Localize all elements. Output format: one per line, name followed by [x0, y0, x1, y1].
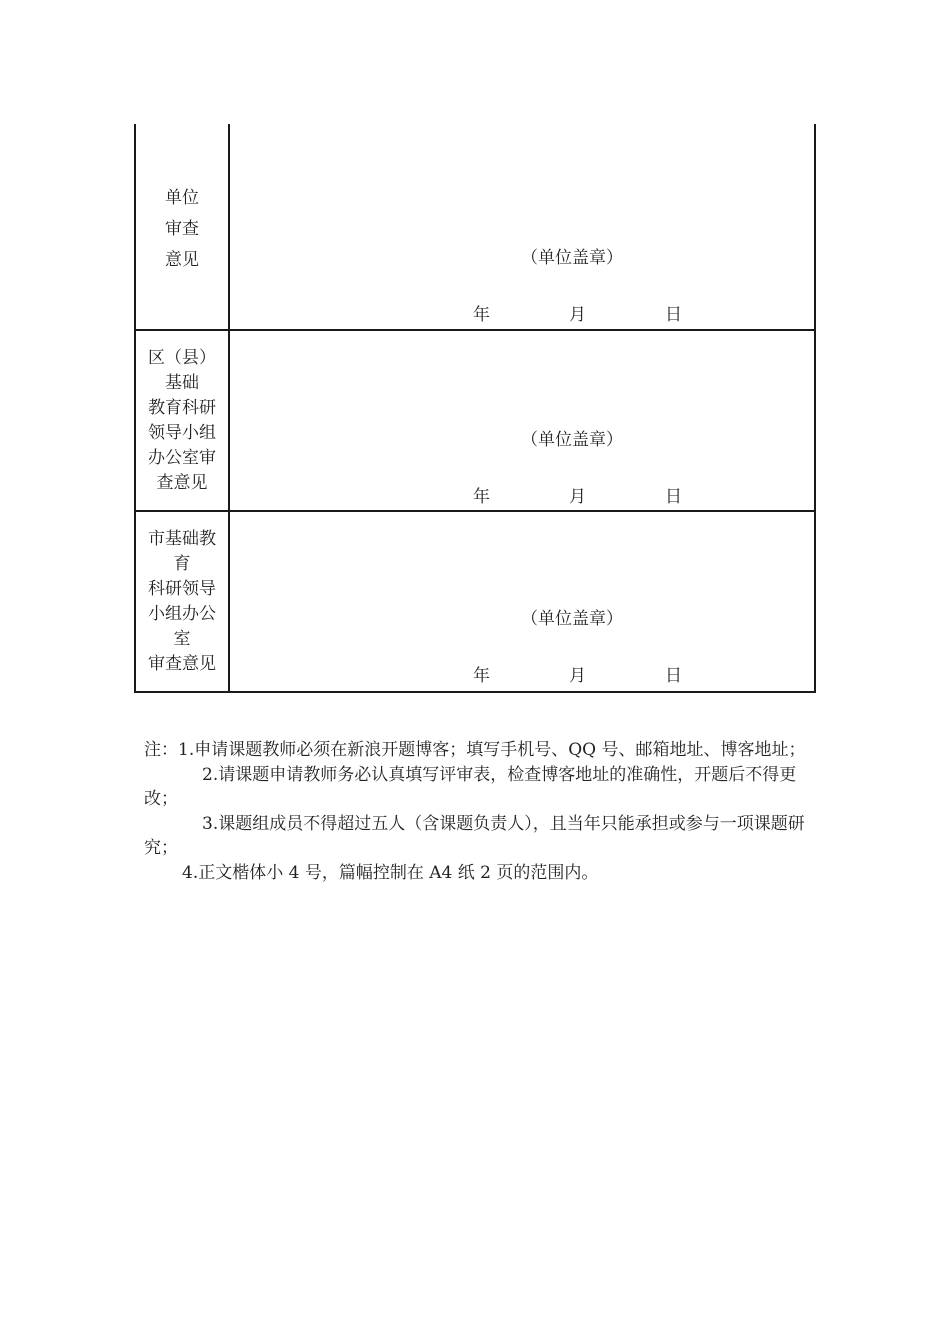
- unit-seal-placeholder: （单位盖章）: [521, 248, 623, 268]
- notes-section: [144, 738, 814, 885]
- city-review-row: [135, 511, 815, 692]
- note-3: 3.课题组成员不得超过五人（含课题负责人），且当年只能承担或参与一项课题研究；: [144, 813, 805, 858]
- label-line: 办公室审: [148, 447, 216, 468]
- label-line: 科研领导: [148, 578, 216, 599]
- city-review-label: [135, 511, 229, 692]
- year-label: 年: [473, 305, 490, 325]
- district-review-label: [135, 330, 229, 511]
- note-1: 注：1.申请课题教师必须在新浪开题博客；填写手机号、QQ 号、邮箱地址、博客地址；: [144, 740, 806, 760]
- label-line: 单位: [165, 188, 199, 208]
- label-line: 区（县）: [148, 347, 216, 368]
- district-review-row: [135, 330, 815, 511]
- unit-review-label: [135, 124, 229, 330]
- month-label: 月: [569, 666, 586, 686]
- label-line: 教育科研: [148, 397, 216, 418]
- unit-review-content[interactable]: [229, 124, 815, 330]
- year-label: 年: [473, 487, 490, 507]
- note-2: 2.请课题申请教师务必认真填写评审表，检查博客地址的准确性，开题后不得更改；: [144, 764, 797, 809]
- month-label: 月: [569, 305, 586, 325]
- review-form-table: [134, 124, 816, 693]
- label-line: 小组办公: [148, 603, 216, 624]
- label-line: 意见: [165, 250, 199, 270]
- day-label: 日: [665, 666, 682, 686]
- day-label: 日: [665, 487, 682, 507]
- label-line: 领导小组: [148, 422, 216, 443]
- day-label: 日: [665, 305, 682, 325]
- city-review-content[interactable]: [229, 511, 815, 692]
- district-review-content[interactable]: [229, 330, 815, 511]
- district-seal-placeholder: （单位盖章）: [521, 430, 623, 450]
- city-seal-placeholder: （单位盖章）: [521, 609, 623, 629]
- label-line: 审查意见: [148, 653, 216, 674]
- label-line: 育: [173, 553, 191, 574]
- unit-review-row: [135, 124, 815, 330]
- label-line: 基础: [165, 372, 199, 393]
- note-4: 4.正文楷体小 4 号，篇幅控制在 A4 纸 2 页的范围内。: [182, 862, 599, 883]
- label-line: 查意见: [156, 472, 208, 493]
- label-line: 审查: [165, 219, 199, 239]
- label-line: 市基础教: [148, 528, 216, 549]
- month-label: 月: [569, 487, 586, 507]
- label-line: 室: [173, 628, 191, 649]
- year-label: 年: [473, 666, 490, 686]
